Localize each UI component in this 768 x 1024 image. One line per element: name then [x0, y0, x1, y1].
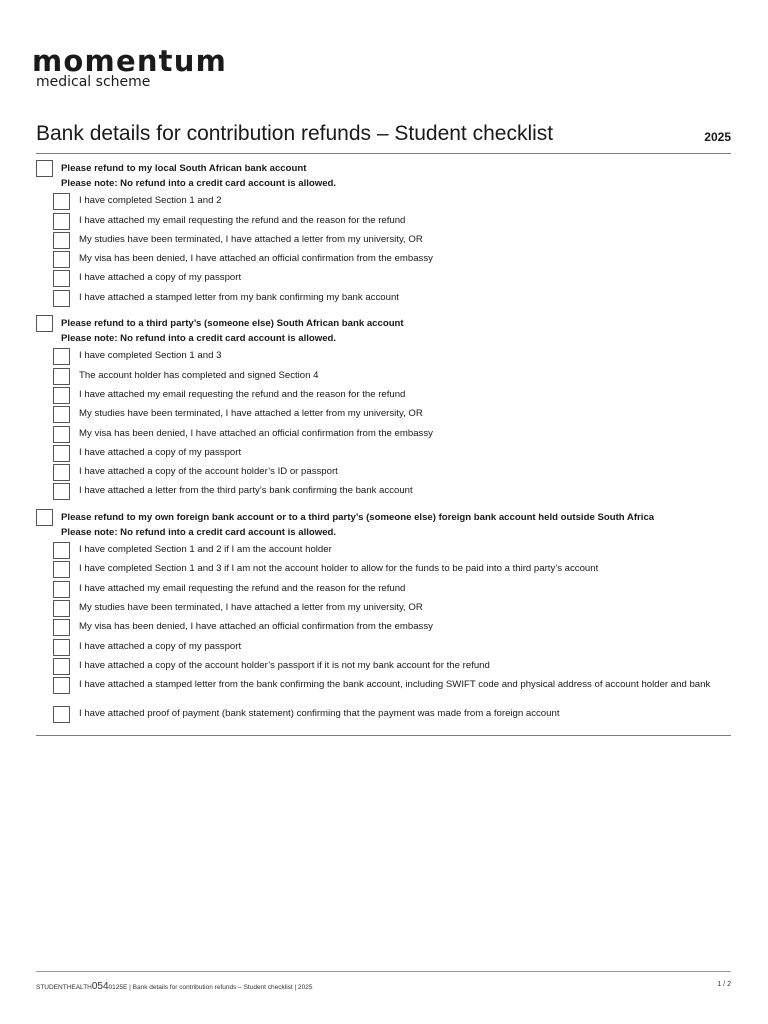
item-checkbox[interactable] [53, 445, 70, 462]
brand-logo [32, 46, 227, 90]
checklist-item [36, 657, 731, 676]
section-heading: Please refund to my local South African bank account [61, 163, 307, 174]
item-checkbox[interactable] [53, 251, 70, 268]
item-checkbox[interactable] [53, 406, 70, 423]
item-checkbox[interactable] [53, 270, 70, 287]
code-prefix: STUDENTHEALTH [36, 984, 92, 991]
item-label: My visa has been denied, I have attached an official confirmation from the embassy [79, 427, 433, 439]
item-label: My visa has been denied, I have attached an official confirmation from the embassy [79, 621, 433, 633]
item-label: I have completed Section 1 and 3 [79, 350, 222, 362]
checklist-item [36, 231, 731, 250]
item-label: I have attached proof of payment (bank statement) confirming that the payment was made from a foreign account [79, 708, 560, 720]
item-label: The account holder has completed and signed Section 4 [79, 369, 319, 381]
item-label: I have completed Section 1 and 3 if I am not the account holder to allow for the funds to be paid into a third party’s account [79, 563, 599, 575]
checklist-item [36, 347, 731, 366]
checklist-item [36, 463, 731, 482]
item-checkbox[interactable] [53, 483, 70, 500]
item-label: I have attached a copy of the account holder’s ID or passport [79, 466, 338, 478]
page-number: 1 / 2 [717, 981, 731, 988]
section-checkbox[interactable] [36, 160, 53, 177]
item-checkbox[interactable] [53, 348, 70, 365]
section-note-row [36, 526, 731, 541]
checklist-item [36, 250, 731, 269]
section-checkbox[interactable] [36, 509, 53, 526]
item-label: I have attached a stamped letter from my bank confirming my bank account [79, 291, 399, 303]
item-checkbox[interactable] [53, 387, 70, 404]
section-note-row [36, 177, 731, 192]
document-code [36, 981, 312, 992]
item-checkbox[interactable] [53, 677, 70, 694]
brand-name: momentum [32, 44, 227, 78]
item-checkbox[interactable] [53, 639, 70, 656]
item-checkbox[interactable] [53, 600, 70, 617]
item-checkbox[interactable] [53, 561, 70, 578]
checklist-item [36, 580, 731, 599]
item-label: I have attached a copy of my passport [79, 446, 242, 458]
section-note-row [36, 332, 731, 347]
item-label: I have attached a stamped letter from the bank confirming the bank account, including SWIFT code and physical address of account holder and bank [79, 679, 711, 691]
checklist-item [36, 444, 731, 463]
item-label: I have attached a copy of my passport [79, 640, 242, 652]
section-heading-row [36, 507, 731, 526]
item-checkbox[interactable] [53, 368, 70, 385]
section-note: Please note: No refund into a credit card account is allowed. [61, 527, 337, 539]
item-checkbox[interactable] [53, 290, 70, 307]
code-suffix: 0125E | Bank details for contribution refunds – Student checklist | 2025 [108, 984, 313, 991]
checklist-item [36, 482, 731, 501]
item-label: I have attached a letter from the third party’s bank confirming the bank account [79, 485, 413, 497]
item-checkbox[interactable] [53, 193, 70, 210]
checklist-item [36, 425, 731, 444]
title-row [36, 121, 731, 154]
checklist-section-local [36, 158, 731, 308]
section-heading-row [36, 158, 731, 177]
item-label: I have completed Section 1 and 2 [79, 195, 222, 207]
item-label: I have attached a copy of the account holder’s passport if it is not my bank account for the refund [79, 659, 490, 671]
checklist-item [36, 638, 731, 657]
item-checkbox[interactable] [53, 426, 70, 443]
checklist-item [36, 541, 731, 560]
item-checkbox[interactable] [53, 464, 70, 481]
item-checkbox[interactable] [53, 542, 70, 559]
item-checkbox[interactable] [53, 581, 70, 598]
checklist-item [36, 289, 731, 308]
checklist-section-third-party [36, 313, 731, 502]
checklist-item [36, 676, 731, 705]
item-label: I have attached a copy of my passport [79, 272, 242, 284]
footer-divider [36, 971, 731, 972]
item-checkbox[interactable] [53, 658, 70, 675]
item-label: I have attached my email requesting the refund and the reason for the refund [79, 582, 406, 594]
item-label: I have attached my email requesting the refund and the reason for the refund [79, 214, 406, 226]
item-checkbox[interactable] [53, 706, 70, 723]
section-checkbox[interactable] [36, 315, 53, 332]
checklist-item [36, 705, 731, 724]
checklist-item [36, 560, 731, 579]
section-note: Please note: No refund into a credit card account is allowed. [61, 178, 337, 190]
page-title: Bank details for contribution refunds – Student checklist [36, 122, 554, 145]
code-number: 054 [91, 981, 109, 992]
item-label: My studies have been terminated, I have attached a letter from my university, OR [79, 601, 423, 613]
checklist-item [36, 212, 731, 231]
checklist [36, 158, 731, 729]
checklist-item [36, 599, 731, 618]
item-checkbox[interactable] [53, 213, 70, 230]
section-heading: Please refund to a third party’s (someone else) South African bank account [61, 318, 404, 330]
item-label: My studies have been terminated, I have attached a letter from my university, OR [79, 408, 423, 420]
checklist-item [36, 269, 731, 288]
section-heading: Please refund to my own foreign bank account or to a third party’s (someone else) foreign bank account held outside South Africa [61, 511, 655, 523]
checklist-item [36, 618, 731, 637]
checklist-item [36, 405, 731, 424]
item-label: My studies have been terminated, I have attached a letter from my university, OR [79, 233, 423, 245]
item-checkbox[interactable] [53, 232, 70, 249]
checklist-item [36, 192, 731, 211]
item-label: My visa has been denied, I have attached an official confirmation from the embassy [79, 253, 433, 265]
section-note: Please note: No refund into a credit card account is allowed. [61, 333, 337, 345]
item-label: I have completed Section 1 and 2 if I am the account holder [79, 544, 332, 556]
document-year: 2025 [704, 130, 731, 144]
brand-subname: medical scheme [36, 74, 151, 90]
item-label: I have attached my email requesting the refund and the reason for the refund [79, 388, 406, 400]
checklist-item [36, 367, 731, 386]
divider [36, 735, 731, 736]
checklist-section-foreign [36, 507, 731, 725]
item-checkbox[interactable] [53, 619, 70, 636]
section-heading-row [36, 313, 731, 332]
checklist-item [36, 386, 731, 405]
